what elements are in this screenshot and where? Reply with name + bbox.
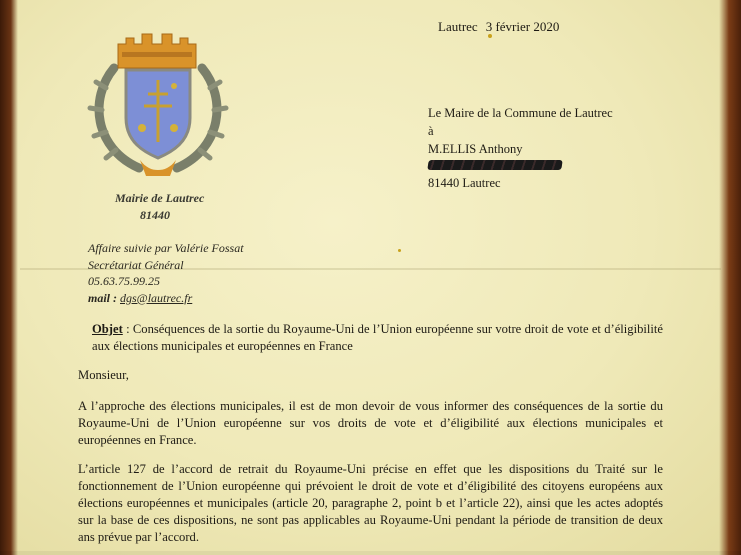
recipient-block xyxy=(428,104,613,192)
page-bottom-shadow xyxy=(0,551,741,555)
paragraph-2: L’article 127 de l’accord de retrait du Royaume-Uni précise en effet que les dispositions du Traité sur le fonctionnement de l’Union européenne qui prévoient le droit de vote et d’éligibilité des citoyens européens aux élections européennes et municipales (article 20, paragraphe 2, point b et l’article 22), ainsi que les actes adoptés sur la base de ces dispositions, ne sont pas applicables au Royaume-Uni pendant la période de transition de deux ans prévue par l’accord. xyxy=(78,462,663,544)
mail-link[interactable]: dgs@lautrec.fr xyxy=(120,290,193,305)
contact-block xyxy=(88,240,244,306)
sender-block xyxy=(115,190,204,224)
recipient-line1: Le Maire de la Commune de Lautrec xyxy=(428,106,613,120)
sender-postal-code: 81440 xyxy=(140,208,170,222)
paragraph-1: A l’approche des élections municipales, il est de mon devoir de vous informer des conséquences de la sortie du Royaume-Uni de l’Union européenne sur vos droits de vote et d’éligibilité aux élections municipales et européennes en France. xyxy=(78,399,663,447)
wood-edge-left xyxy=(0,0,18,555)
objet-text: : Conséquences de la sortie du Royaume-Uni de l’Union européenne sur votre droit de vote et d’éligibilité aux élections municipales et européennes en France xyxy=(92,322,663,353)
letter-body xyxy=(78,321,663,555)
sender-name: Mairie de Lautrec xyxy=(115,191,205,205)
contact-handled-by: Affaire suivie par Valérie Fossat xyxy=(88,241,244,255)
recipient-city: 81440 Lautrec xyxy=(428,176,501,190)
letter-date xyxy=(438,19,559,35)
salutation: Monsieur, xyxy=(78,368,129,382)
contact-department: Secrétariat Général xyxy=(88,257,184,272)
date-value: 3 février 2020 xyxy=(485,19,560,34)
objet-line xyxy=(78,321,663,355)
wood-edge-right xyxy=(719,0,741,555)
date-place: Lautrec xyxy=(438,19,478,34)
recipient-line2: à xyxy=(428,124,434,138)
contact-phone: 05.63.75.99.25 xyxy=(88,274,160,288)
contact-mail xyxy=(88,290,244,307)
redacted-address xyxy=(427,160,562,170)
paper-speck xyxy=(398,249,401,252)
mail-label: mail : xyxy=(88,290,117,305)
objet-label: Objet xyxy=(92,322,123,336)
lautrec-coat-of-arms-icon xyxy=(84,28,232,178)
recipient-name: M.ELLIS Anthony xyxy=(428,142,523,156)
